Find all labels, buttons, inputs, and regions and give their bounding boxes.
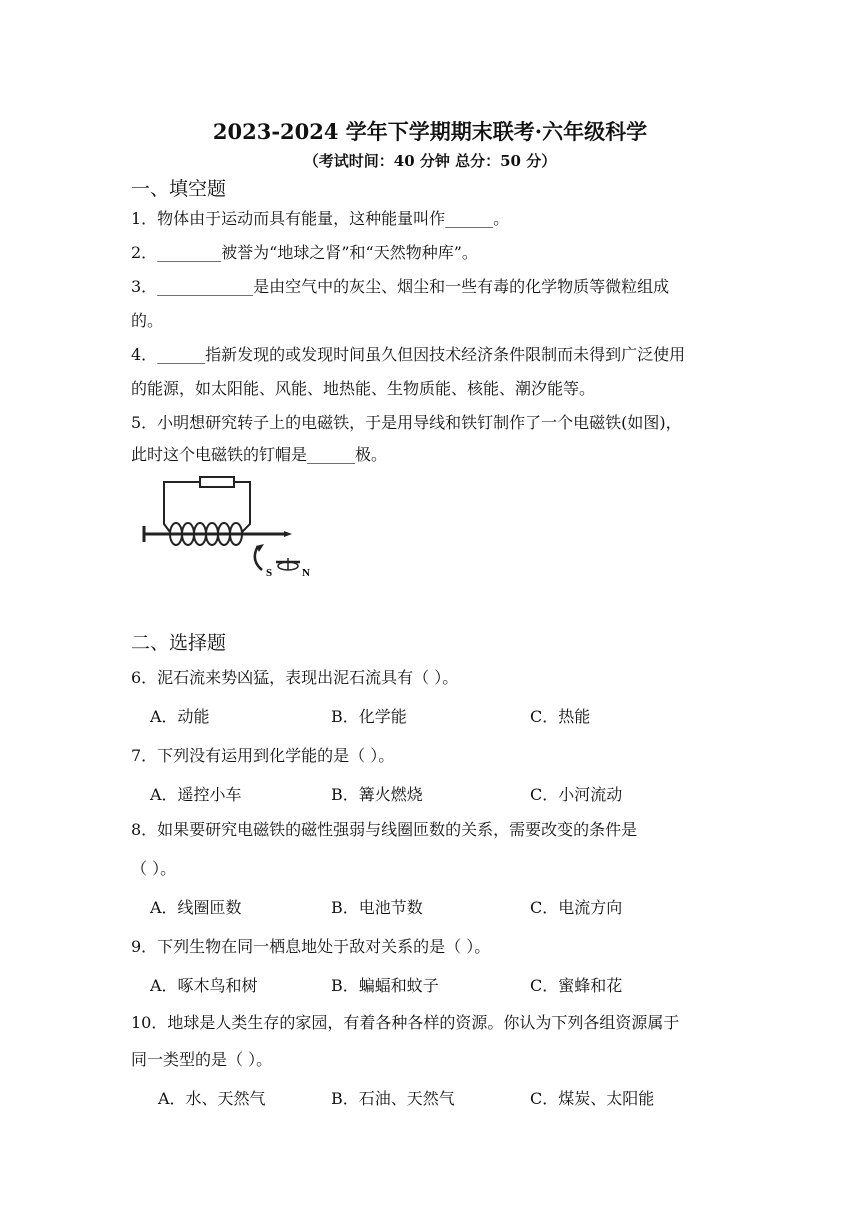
question-10-line-1: 10．地球是人类生存的家园，有着各种各样的资源。你认为下列各组资源属于 [131,1013,680,1032]
question-10-option-b: B．石油、天然气 [331,1089,455,1108]
question-7-option-c: C．小河流动 [530,785,623,804]
electromagnet-figure [138,474,318,582]
question-6-option-c: C．热能 [530,707,591,726]
label-s: S [266,567,273,579]
battery [200,477,234,487]
section-heading-choice: 二、选择题 [131,632,227,654]
question-2-line-1: 2．________被誉为“地球之肾”和“天然物种库”。 [131,243,478,262]
wire-right [234,482,250,532]
question-3-line-2: 的。 [131,311,164,330]
exam-info: （考试时间：40 分钟 总分：50 分） [303,152,557,170]
question-4-line-2: 的能源，如太阳能、风能、地热能、生物质能、核能、潮汐能等。 [131,379,596,398]
page-title: 2023-2024 学年下学期期末联考·六年级科学 [212,119,648,144]
question-8-line-2: （ ）。 [131,859,177,878]
question-10-option-c: C．煤炭、太阳能 [530,1089,655,1108]
question-5-line-1: 5．小明想研究转子上的电磁铁，于是用导线和铁钉制作了一个电磁铁(如图)， [131,413,682,432]
question-7-line-1: 7．下列没有运用到化学能的是（ ）。 [131,746,395,765]
question-6-option-b: B．化学能 [331,707,407,726]
question-9-option-c: C．蜜蜂和花 [530,976,623,995]
question-9-option-b: B．蝙蝠和蚊子 [331,976,439,995]
label-n: N [302,567,310,579]
question-6-line-1: 6．泥石流来势凶猛，表现出泥石流具有（ ）。 [131,668,459,687]
electromagnet-diagram [138,474,318,582]
question-5-line-2: 此时这个电磁铁的钉帽是______极。 [131,445,388,464]
question-4-line-1: 4．______指新发现的或发现时间虽久但因技术经济条件限制而未得到广泛使用 [131,345,686,364]
question-10-option-a: A．水、天然气 [158,1089,266,1108]
wire-left [164,482,200,532]
question-8-option-c: C．电流方向 [530,898,623,917]
question-8-line-1: 8．如果要研究电磁铁的磁性强弱与线圈匝数的关系，需要改变的条件是 [131,820,638,839]
question-9-line-1: 9．下列生物在同一栖息地处于敌对关系的是（ ）。 [131,937,491,956]
section-heading-fill: 一、填空题 [131,178,227,200]
question-7-option-a: A．遥控小车 [150,785,242,804]
question-8-option-a: A．线圈匝数 [150,898,242,917]
question-8-option-b: B．电池节数 [331,898,423,917]
question-9-option-a: A．啄木鸟和树 [150,976,258,995]
question-7-option-b: B．篝火燃烧 [331,785,423,804]
question-10-line-2: 同一类型的是（ ）。 [131,1050,273,1069]
question-1-line-1: 1．物体由于运动而具有能量，这种能量叫作______。 [131,209,510,228]
question-6-option-a: A．动能 [150,707,210,726]
nail-tip [284,531,292,537]
question-3-line-1: 3．____________是由空气中的灰尘、烟尘和一些有毒的化学物质等微粒组成 [131,277,670,296]
